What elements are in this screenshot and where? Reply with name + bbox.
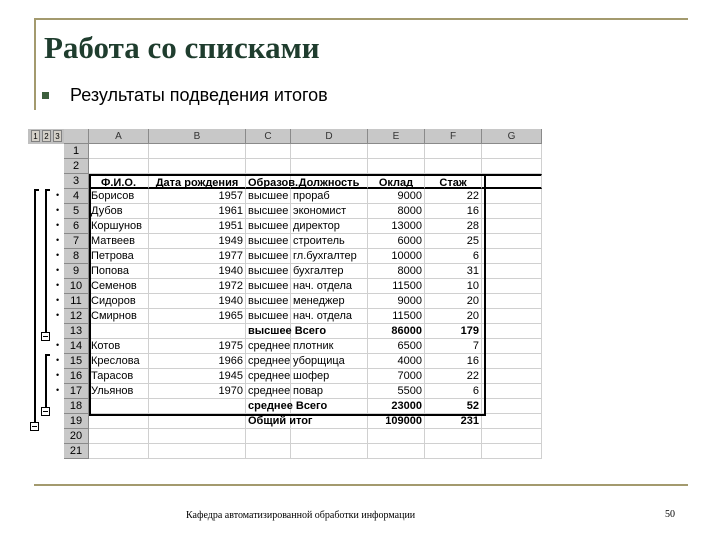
cell[interactable] bbox=[482, 294, 542, 309]
cell[interactable]: 16 bbox=[425, 204, 482, 219]
cell[interactable] bbox=[482, 324, 542, 339]
row-header[interactable]: 3 bbox=[64, 174, 89, 189]
table-row bbox=[28, 399, 546, 414]
cell[interactable] bbox=[291, 414, 368, 429]
row-header[interactable]: 18 bbox=[64, 399, 89, 414]
cell[interactable]: высшее Всего bbox=[248, 325, 327, 337]
cell[interactable] bbox=[149, 159, 246, 174]
outline-dot-icon: • bbox=[56, 220, 60, 230]
cell[interactable]: 9000 bbox=[368, 189, 425, 204]
cell[interactable]: 1957 bbox=[149, 189, 246, 204]
row-header[interactable]: 15 bbox=[64, 354, 89, 369]
cell[interactable] bbox=[89, 399, 149, 414]
cell[interactable] bbox=[425, 444, 482, 459]
cell[interactable] bbox=[291, 159, 368, 174]
row-header[interactable]: 1 bbox=[64, 144, 89, 159]
cell[interactable]: менеджер bbox=[291, 294, 368, 309]
cell[interactable]: 1977 bbox=[149, 249, 246, 264]
row-header[interactable]: 16 bbox=[64, 369, 89, 384]
row-header[interactable]: 17 bbox=[64, 384, 89, 399]
row-header[interactable]: 7 bbox=[64, 234, 89, 249]
slide-title: Работа со списками bbox=[44, 30, 320, 65]
row-header[interactable]: 4 bbox=[64, 189, 89, 204]
row-header[interactable]: 6 bbox=[64, 219, 89, 234]
cell[interactable]: 1970 bbox=[149, 384, 246, 399]
cell[interactable]: Ульянов bbox=[89, 384, 149, 399]
cell[interactable] bbox=[425, 144, 482, 159]
bullet-square-icon bbox=[42, 92, 49, 99]
cell[interactable]: Оклад bbox=[368, 174, 425, 189]
row-header[interactable]: 19 bbox=[64, 414, 89, 429]
cell[interactable]: 6 bbox=[425, 249, 482, 264]
cell[interactable]: Петрова bbox=[89, 249, 149, 264]
cell[interactable]: 7 bbox=[425, 339, 482, 354]
table-row bbox=[28, 174, 546, 189]
cell[interactable] bbox=[89, 144, 149, 159]
cell[interactable]: высшее bbox=[246, 309, 291, 324]
cell[interactable] bbox=[482, 159, 542, 174]
cell[interactable] bbox=[89, 414, 149, 429]
cell[interactable]: Матвеев bbox=[89, 234, 149, 249]
select-all-corner[interactable] bbox=[64, 129, 89, 144]
outline-dot-icon: • bbox=[56, 280, 60, 290]
cell[interactable]: Сидоров bbox=[89, 294, 149, 309]
cell[interactable]: 11500 bbox=[368, 309, 425, 324]
cell[interactable]: бухгалтер bbox=[291, 264, 368, 279]
cell[interactable]: Должность bbox=[291, 174, 368, 189]
cell[interactable]: гл.бухгалтер bbox=[291, 249, 368, 264]
cell[interactable]: 1975 bbox=[149, 339, 246, 354]
cell[interactable] bbox=[149, 324, 246, 339]
cell[interactable]: 6000 bbox=[368, 234, 425, 249]
column-header-b[interactable]: B bbox=[149, 129, 246, 144]
cell[interactable]: повар bbox=[291, 384, 368, 399]
cell[interactable]: 179 bbox=[425, 324, 482, 339]
cell[interactable]: Общий итог bbox=[248, 415, 313, 427]
cell[interactable] bbox=[482, 444, 542, 459]
cell[interactable] bbox=[482, 369, 542, 384]
row-header[interactable]: 20 bbox=[64, 429, 89, 444]
cell[interactable] bbox=[482, 354, 542, 369]
cell[interactable]: высшее bbox=[246, 234, 291, 249]
cell[interactable]: 31 bbox=[425, 264, 482, 279]
cell[interactable] bbox=[482, 414, 542, 429]
outline-dot-icon: • bbox=[56, 265, 60, 275]
cell[interactable]: 1972 bbox=[149, 279, 246, 294]
cell[interactable]: 28 bbox=[425, 219, 482, 234]
cell[interactable]: 6500 bbox=[368, 339, 425, 354]
cell[interactable] bbox=[368, 444, 425, 459]
outline-dot-icon: • bbox=[56, 235, 60, 245]
cell[interactable] bbox=[89, 159, 149, 174]
table-row bbox=[28, 444, 546, 459]
cell[interactable]: Дата рождения bbox=[149, 174, 246, 189]
cell[interactable] bbox=[425, 429, 482, 444]
cell[interactable]: 11500 bbox=[368, 279, 425, 294]
cell[interactable]: Попова bbox=[89, 264, 149, 279]
table-row bbox=[28, 189, 546, 204]
cell[interactable] bbox=[482, 219, 542, 234]
cell[interactable] bbox=[368, 429, 425, 444]
cell[interactable]: среднее bbox=[248, 340, 291, 352]
cell[interactable]: 1949 bbox=[149, 234, 246, 249]
cell[interactable] bbox=[291, 324, 368, 339]
cell[interactable]: 1945 bbox=[149, 369, 246, 384]
table-row bbox=[28, 234, 546, 249]
cell[interactable]: 23000 bbox=[368, 399, 425, 414]
outline-dot-icon: • bbox=[56, 370, 60, 380]
cell[interactable] bbox=[149, 414, 246, 429]
cell[interactable] bbox=[482, 279, 542, 294]
cell[interactable]: 20 bbox=[425, 309, 482, 324]
cell[interactable] bbox=[368, 144, 425, 159]
outline-dot-icon: • bbox=[56, 190, 60, 200]
cell[interactable] bbox=[246, 444, 291, 459]
cell[interactable]: 86000 bbox=[368, 324, 425, 339]
cell[interactable]: плотник bbox=[291, 339, 368, 354]
cell[interactable] bbox=[482, 144, 542, 159]
row-header[interactable]: 5 bbox=[64, 204, 89, 219]
cell[interactable]: 13000 bbox=[368, 219, 425, 234]
cell[interactable] bbox=[482, 234, 542, 249]
table-row bbox=[28, 144, 546, 159]
page-number: 50 bbox=[665, 509, 675, 520]
cell[interactable] bbox=[482, 249, 542, 264]
cell[interactable]: прораб bbox=[291, 189, 368, 204]
cell[interactable]: Смирнов bbox=[89, 309, 149, 324]
cell[interactable]: 1961 bbox=[149, 204, 246, 219]
cell[interactable]: 9000 bbox=[368, 294, 425, 309]
cell[interactable] bbox=[482, 174, 542, 189]
cell[interactable] bbox=[246, 429, 291, 444]
outline-level-bar bbox=[28, 129, 64, 144]
table-row bbox=[28, 294, 546, 309]
cell[interactable]: 22 bbox=[425, 369, 482, 384]
cell[interactable] bbox=[246, 159, 291, 174]
cell[interactable]: Креслова bbox=[89, 354, 149, 369]
table-row bbox=[28, 369, 546, 384]
cell[interactable] bbox=[149, 444, 246, 459]
cell[interactable] bbox=[482, 429, 542, 444]
table-row bbox=[28, 384, 546, 399]
cell[interactable]: 1940 bbox=[149, 264, 246, 279]
table-row bbox=[28, 204, 546, 219]
cell[interactable]: экономист bbox=[291, 204, 368, 219]
outline-level-2-button[interactable]: 2 bbox=[42, 130, 51, 142]
cell[interactable] bbox=[89, 429, 149, 444]
cell[interactable] bbox=[482, 309, 542, 324]
cell[interactable]: среднее bbox=[248, 385, 291, 397]
cell[interactable]: среднее bbox=[248, 370, 291, 382]
outline-dot-icon: • bbox=[56, 355, 60, 365]
cell[interactable] bbox=[482, 189, 542, 204]
cell[interactable] bbox=[89, 324, 149, 339]
cell[interactable]: уборщица bbox=[291, 354, 368, 369]
cell[interactable]: 22 bbox=[425, 189, 482, 204]
table-row bbox=[28, 159, 546, 174]
cell[interactable]: 1966 bbox=[149, 354, 246, 369]
row-header[interactable]: 10 bbox=[64, 279, 89, 294]
cell[interactable]: директор bbox=[291, 219, 368, 234]
outline-dot-icon: • bbox=[56, 295, 60, 305]
row-header[interactable]: 14 bbox=[64, 339, 89, 354]
cell[interactable] bbox=[425, 159, 482, 174]
cell[interactable] bbox=[89, 444, 149, 459]
cell[interactable]: Стаж bbox=[425, 174, 482, 189]
cell[interactable]: 16 bbox=[425, 354, 482, 369]
cell[interactable]: 231 bbox=[425, 414, 482, 429]
cell[interactable]: нач. отдела bbox=[291, 309, 368, 324]
cell[interactable] bbox=[482, 204, 542, 219]
cell[interactable] bbox=[291, 144, 368, 159]
cell[interactable] bbox=[291, 399, 368, 414]
cell[interactable]: 109000 bbox=[368, 414, 425, 429]
outline-level-1-button[interactable]: 1 bbox=[31, 130, 40, 142]
row-header[interactable]: 9 bbox=[64, 264, 89, 279]
row-header[interactable]: 12 bbox=[64, 309, 89, 324]
cell[interactable]: Борисов bbox=[89, 189, 149, 204]
cell[interactable]: высшее bbox=[246, 204, 291, 219]
column-header-a[interactable]: A bbox=[89, 129, 149, 144]
outline-dot-icon: • bbox=[56, 310, 60, 320]
footer-rule bbox=[34, 484, 688, 486]
cell[interactable] bbox=[482, 399, 542, 414]
cell[interactable]: среднее bbox=[248, 355, 291, 367]
cell[interactable]: 20 bbox=[425, 294, 482, 309]
cell[interactable] bbox=[246, 144, 291, 159]
cell[interactable] bbox=[149, 399, 246, 414]
row-header[interactable]: 2 bbox=[64, 159, 89, 174]
cell[interactable]: Котов bbox=[89, 339, 149, 354]
cell[interactable]: Тарасов bbox=[89, 369, 149, 384]
cell[interactable]: Дубов bbox=[89, 204, 149, 219]
bullet-text: Результаты подведения итогов bbox=[70, 85, 328, 105]
cell[interactable] bbox=[482, 339, 542, 354]
cell[interactable]: 7000 bbox=[368, 369, 425, 384]
cell[interactable] bbox=[291, 444, 368, 459]
cell[interactable]: 1965 bbox=[149, 309, 246, 324]
outline-dot-icon: • bbox=[56, 205, 60, 215]
cell[interactable]: нач. отдела bbox=[291, 279, 368, 294]
top-rule bbox=[34, 18, 688, 20]
table-row bbox=[28, 339, 546, 354]
cell[interactable] bbox=[149, 144, 246, 159]
column-header-c[interactable]: C bbox=[246, 129, 291, 144]
cell[interactable]: Семенов bbox=[89, 279, 149, 294]
cell[interactable] bbox=[482, 384, 542, 399]
column-header-d[interactable]: D bbox=[291, 129, 368, 144]
cell[interactable]: 10 bbox=[425, 279, 482, 294]
table-row bbox=[28, 414, 546, 429]
cell[interactable]: 1951 bbox=[149, 219, 246, 234]
outline-dot-icon: • bbox=[56, 250, 60, 260]
cell[interactable]: высшее bbox=[246, 249, 291, 264]
cell[interactable] bbox=[149, 429, 246, 444]
cell[interactable]: 8000 bbox=[368, 264, 425, 279]
footer-text: Кафедра автоматизированной обработки информации bbox=[186, 510, 416, 521]
outline-dot-icon: • bbox=[56, 340, 60, 350]
column-header-f[interactable]: F bbox=[425, 129, 482, 144]
cell[interactable]: 6 bbox=[425, 384, 482, 399]
table-row bbox=[28, 324, 546, 339]
column-header-e[interactable]: E bbox=[368, 129, 425, 144]
table-row bbox=[28, 219, 546, 234]
cell[interactable]: высшее bbox=[246, 189, 291, 204]
cell[interactable]: высшее bbox=[246, 219, 291, 234]
row-header[interactable]: 11 bbox=[64, 294, 89, 309]
table-row bbox=[28, 354, 546, 369]
cell[interactable]: Образов. bbox=[246, 174, 291, 189]
table-row bbox=[28, 309, 546, 324]
cell[interactable]: 25 bbox=[425, 234, 482, 249]
table-row bbox=[28, 429, 546, 444]
cell[interactable]: среднее Всего bbox=[248, 400, 328, 412]
table-row bbox=[28, 249, 546, 264]
spreadsheet bbox=[28, 129, 546, 457]
row-header[interactable]: 13 bbox=[64, 324, 89, 339]
cell[interactable]: высшее bbox=[246, 264, 291, 279]
cell[interactable]: 4000 bbox=[368, 354, 425, 369]
cell[interactable]: 10000 bbox=[368, 249, 425, 264]
cell[interactable]: 1940 bbox=[149, 294, 246, 309]
cell[interactable]: шофер bbox=[291, 369, 368, 384]
cell[interactable]: 8000 bbox=[368, 204, 425, 219]
cell[interactable]: строитель bbox=[291, 234, 368, 249]
cell[interactable] bbox=[368, 159, 425, 174]
table-row bbox=[28, 264, 546, 279]
cell[interactable]: высшее bbox=[246, 294, 291, 309]
row-header[interactable]: 21 bbox=[64, 444, 89, 459]
cell[interactable]: 5500 bbox=[368, 384, 425, 399]
row-header[interactable]: 8 bbox=[64, 249, 89, 264]
outline-dot-icon: • bbox=[56, 385, 60, 395]
cell[interactable]: Ф.И.О. bbox=[89, 174, 149, 189]
cell[interactable]: 52 bbox=[425, 399, 482, 414]
cell[interactable]: высшее bbox=[246, 279, 291, 294]
outline-level-3-button[interactable]: 3 bbox=[53, 130, 62, 142]
cell[interactable] bbox=[482, 264, 542, 279]
cell[interactable] bbox=[291, 429, 368, 444]
column-header-g[interactable]: G bbox=[482, 129, 542, 144]
left-rule bbox=[34, 18, 36, 110]
cell[interactable]: Коршунов bbox=[89, 219, 149, 234]
table-row bbox=[28, 279, 546, 294]
